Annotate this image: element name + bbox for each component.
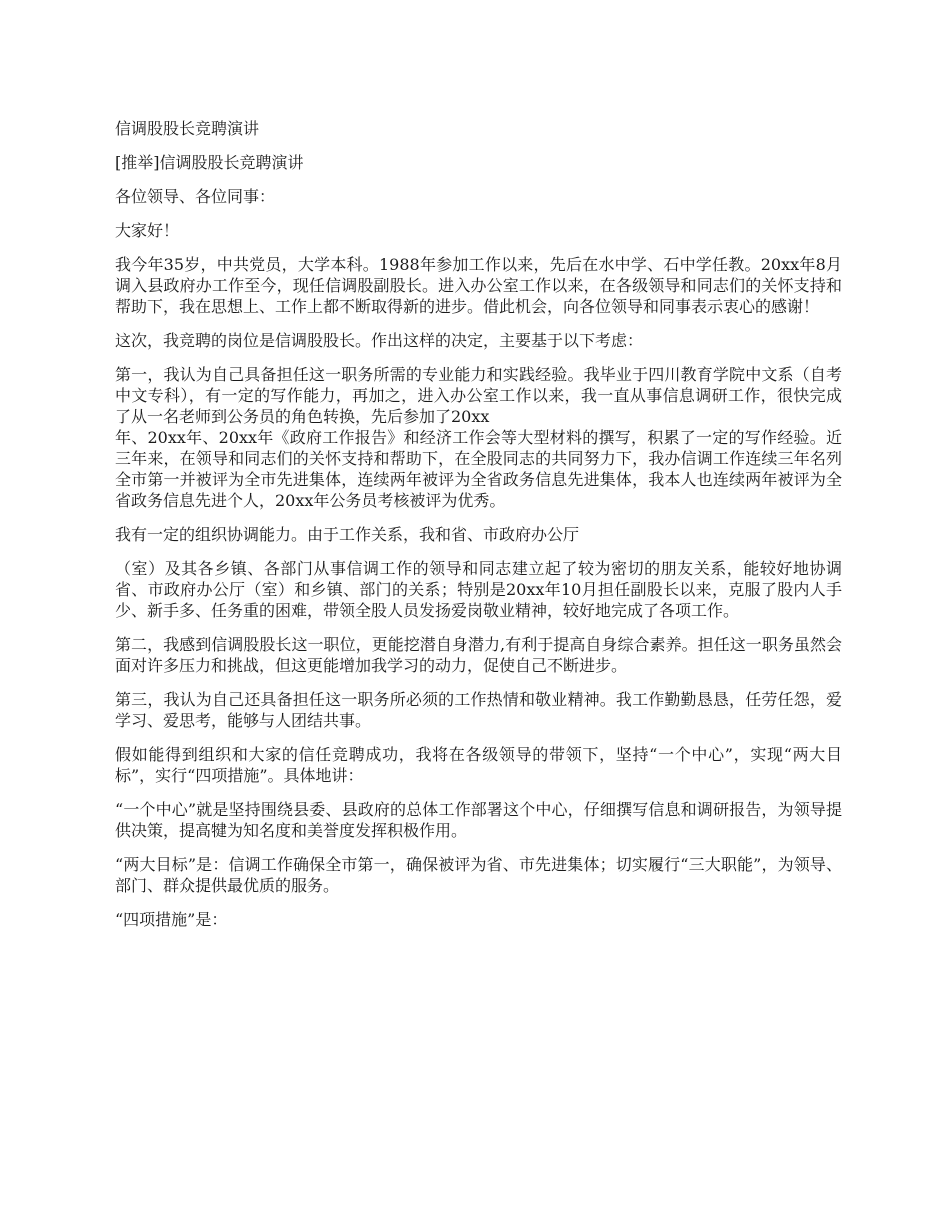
document-title: 信调股股长竞聘演讲 <box>115 119 260 138</box>
paragraph-four-measures: “四项措施”是： <box>115 910 228 929</box>
paragraph-introduction: 我今年35岁，中共党员，大学本科。1988年参加工作以来，先后在水中学、石中学任教。20xx年8月调入县政府办工作至今，现任信调股副股长。进入办公室工作以来，在各级领导和同志们的关怀支持和帮助下，我在思想上、工作上都不断取得新的进步。借此机会，向各位领导和同事表示衷心的感谢！ <box>115 255 842 316</box>
paragraph-two-goals: “两大目标”是：信调工作确保全市第一，确保被评为省、市先进集体；切实履行“三大职能”，为领导、部门、群众提供最优质的服务。 <box>115 855 842 895</box>
paragraph-coordination: 我有一定的组织协调能力。由于工作关系，我和省、市政府办公厅 <box>115 525 580 544</box>
paragraph-second-reason: 第二，我感到信调股股长这一职位，更能挖潜自身潜力,有利于提高自身综合素养。担任这一职务虽然会面对许多压力和挑战，但这更能增加我学习的动力，促使自己不断进步。 <box>115 635 842 675</box>
document-page <box>115 118 842 943</box>
paragraph-third-reason: 第三，我认为自己还具备担任这一职务所必须的工作热情和敬业精神。我工作勤勤恳恳，任劳任怨，爱学习、爱思考，能够与人团结共事。 <box>115 690 842 730</box>
paragraph-first-reason: 第一，我认为自己具备担任这一职务所需的专业能力和实践经验。我毕业于四川教育学院中文系（自考中文专科），有一定的写作能力，再加之，进入办公室工作以来，我一直从事信息调研工作，很快完成了从一名老师到公务员的角色转换，先后参加了20xx 年、20xx年、20xx年《政府工作报告》和经济工作会等大型材料的撰写，积累了一定的写作经验。近三年来，在领导和同志们的关怀支持和帮助下，在全股同志的共同努力下，我办信调工作连续三年名列全市第一并被评为全市先进集体，连续两年被评为全省政务信息先进集体，我本人也连续两年被评为全省政务信息先进个人，20xx年公务员考核被评为优秀。 <box>115 365 842 510</box>
paragraph-plan: 假如能得到组织和大家的信任竞聘成功，我将在各级领导的带领下，坚持“一个中心”，实现“两大目标”，实行“四项措施”。具体地讲： <box>115 745 842 785</box>
document-subtitle: [推举]信调股股长竞聘演讲 <box>115 153 304 172</box>
paragraph-one-center: “一个中心”就是坚持围绕县委、县政府的总体工作部署这个中心，仔细撰写信息和调研报告，为领导提供决策，提高犍为知名度和美誉度发挥积极作用。 <box>115 800 842 840</box>
paragraph-position: 这次，我竞聘的岗位是信调股股长。作出这样的决定，主要基于以下考虑： <box>115 331 644 350</box>
salutation: 各位领导、各位同事： <box>115 187 276 206</box>
paragraph-coordination-continued: （室）及其各乡镇、各部门从事信调工作的领导和同志建立起了较为密切的朋友关系，能较好地协调省、市政府办公厅（室）和乡镇、部门的关系；特别是20xx年10月担任副股长以来，克服了股内人手少、新手多、任务重的困难，带领全股人员发扬爱岗敬业精神，较好地完成了各项工作。 <box>115 559 842 620</box>
greeting: 大家好！ <box>115 221 180 240</box>
